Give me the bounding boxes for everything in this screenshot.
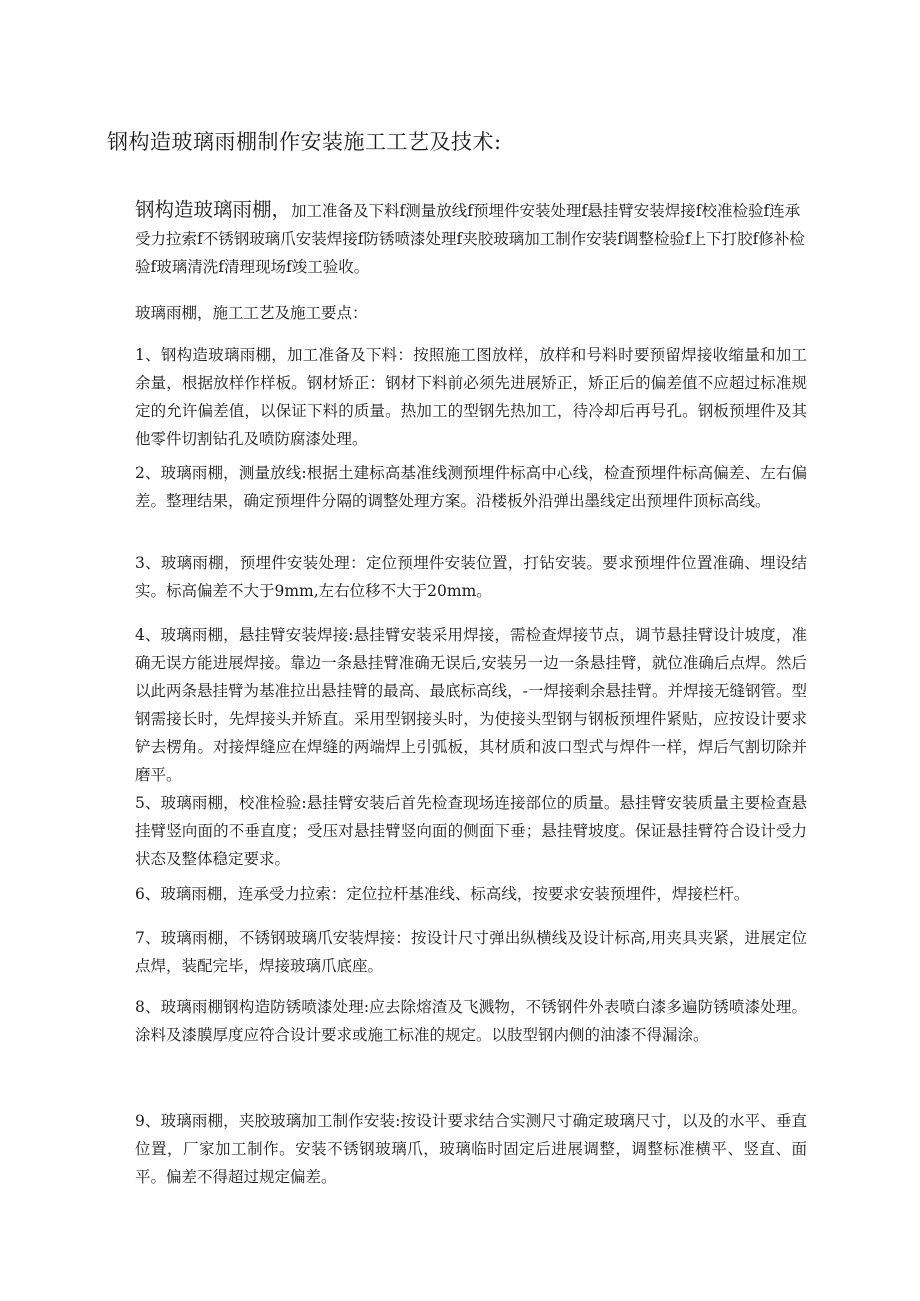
document-title: 钢构造玻璃雨棚制作安装施工工艺及技术: [107, 130, 502, 154]
paragraph-5: 5、玻璃雨棚，校准检验:悬挂臂安装后首先检查现场连接部位的质量。悬挂臂安装质量主要检查悬挂臂竖向面的不垂直度；受压对悬挂臂竖向面的侧面下垂；悬挂臂坡度。保证悬挂臂符合设计受力状态及整体稳定要求。 [135, 794, 807, 868]
intro-paragraph [135, 196, 807, 281]
intro-lead: 钢构造玻璃雨棚， [135, 198, 292, 221]
paragraph-3: 3、玻璃雨棚，预埋件安装处理：定位预埋件安装位置，打钻安装。要求预埋件位置准确、埋设结实。标高偏差不大于9mm,左右位移不大于20mm。 [135, 554, 807, 600]
paragraph-1: 1、钢构造玻璃雨棚，加工准备及下料：按照施工图放样，放样和号料时要预留焊接收缩量和加工余量，根据放样作样板。钢材矫正：钢材下料前必须先进展矫正，矫正后的偏差值不应超过标准规定的允许偏差值，以保证下料的质量。热加工的型钢先热加工，待冷却后再号孔。钢板预埋件及其他零件切割钻孔及喷防腐漆处理。 [135, 346, 807, 448]
paragraph-6: 6、玻璃雨棚，连承受力拉索：定位拉杆基准线、标高线，按要求安装预埋件，焊接栏杆。 [135, 885, 750, 903]
intro-body: 加工准备及下料f测量放线f预埋件安装处理f悬挂臂安装焊接f校准检验f连承受力拉索f不锈钢玻璃爪安装焊接f防锈喷漆处理f夹胶玻璃加工制作安装f调整检验f上下打胶f修补检验f玻璃清洗f清理现场f竣工验收。 [135, 202, 805, 276]
paragraph-7: 7、玻璃雨棚，不锈钢玻璃爪安装焊接：按设计尺寸弹出纵横线及设计标高,用夹具夹紧，进展定位点焊，装配完毕，焊接玻璃爪底座。 [135, 929, 807, 975]
paragraph-4: 4、玻璃雨棚，悬挂臂安装焊接:悬挂臂安装采用焊接，需检查焊接节点，调节悬挂臂设计坡度，准确无误方能进展焊接。靠边一条悬挂臂准确无误后,安装另一边一条悬挂臂，就位准确后点焊。然后以此两条悬挂臂为基准拉出悬挂臂的最高、最底标高线，-一焊接剩余悬挂臂。并焊接无缝钢管。型钢需接长时，先焊接头并矫直。采用型钢接头时，为使接头型钢与钢板预埋件紧贴，应按设计要求铲去楞角。对接焊缝应在焊缝的两端焊上引弧板，其材质和波口型式与焊件一样，焊后气割切除并磨平。 [135, 626, 807, 784]
paragraph-8: 8、玻璃雨棚钢构造防锈喷漆处理:应去除熔渣及飞溅物，不锈钢件外表喷白漆多遍防锈喷漆处理。涂料及漆膜厚度应符合设计要求或施工标准的规定。以肢型钢内侧的油漆不得漏涂。 [135, 998, 807, 1044]
section-subheading: 玻璃雨棚，施工工艺及施工要点： [135, 304, 368, 322]
paragraph-2: 2、玻璃雨棚，测量放线:根据土建标高基准线测预埋件标高中心线，检查预埋件标高偏差、左右偏差。整理结果，确定预埋件分隔的调整处理方案。沿楼板外沿弹出墨线定出预埋件顶标高线。 [135, 464, 807, 510]
paragraph-9: 9、玻璃雨棚，夹胶玻璃加工制作安装:按设计要求结合实测尺寸确定玻璃尺寸，以及的水平、垂直位置，厂家加工制作。安装不锈钢玻璃爪，玻璃临时固定后进展调整，调整标准横平、竖直、面平。偏差不得超过规定偏差。 [135, 1112, 807, 1186]
